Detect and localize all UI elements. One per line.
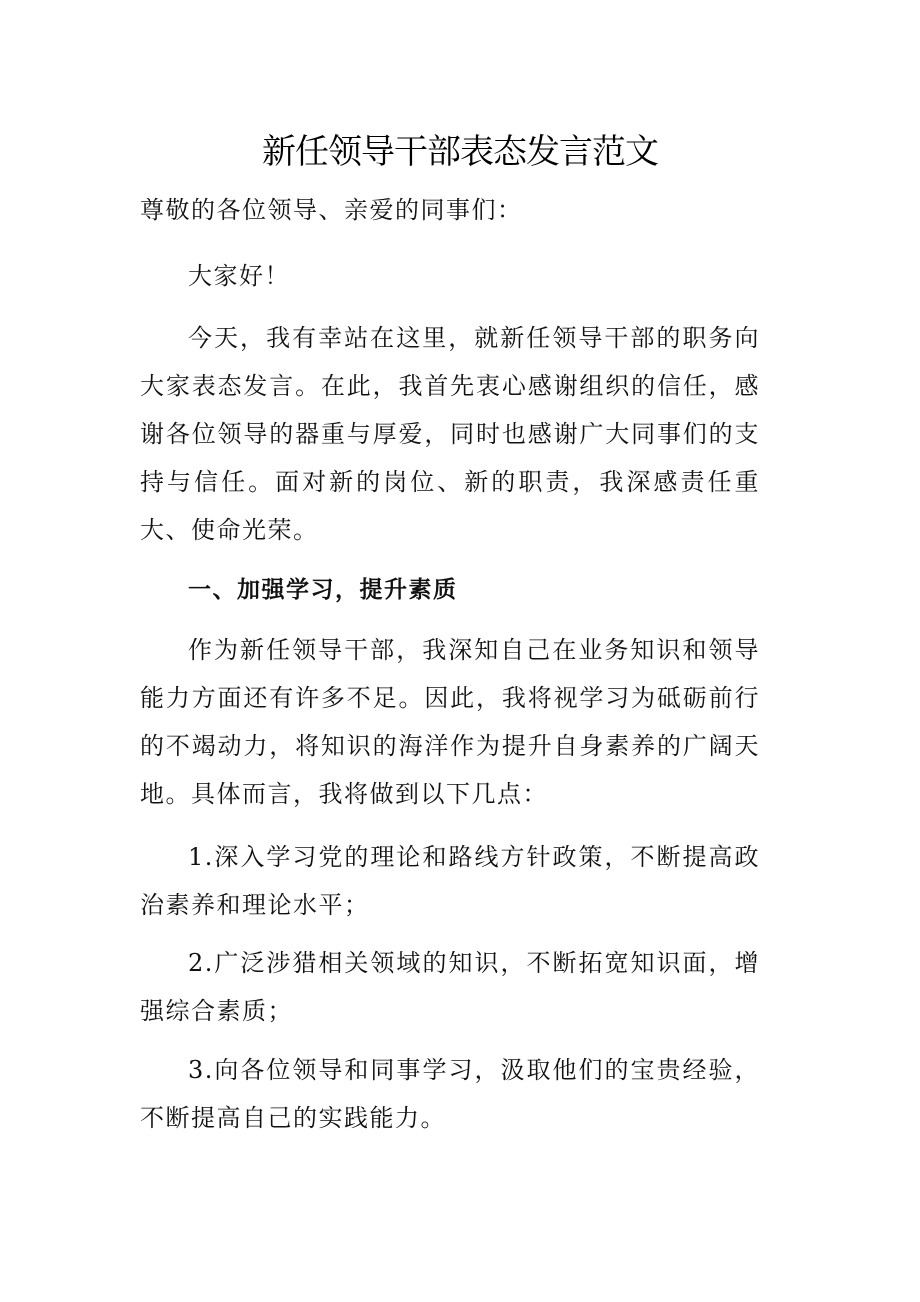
list-item: 3.向各位领导和同事学习，汲取他们的宝贵经验，不断提高自己的实践能力。 bbox=[140, 1056, 760, 1132]
list-item: 1.深入学习党的理论和路线方针政策，不断提高政治素养和理论水平； bbox=[140, 843, 760, 919]
intro-paragraph: 今天，我有幸站在这里，就新任领导干部的职务向大家表态发言。在此，我首先衷心感谢组织的信任，感谢各位领导的器重与厚爱，同时也感谢广大同事们的支持与信任。面对新的岗位、新的职责，我深感责任重大、使命光荣。 bbox=[140, 324, 760, 544]
salutation: 尊敬的各位领导、亲爱的同事们： bbox=[140, 196, 523, 224]
section-heading: 一、加强学习，提升素质 bbox=[188, 577, 458, 603]
greeting: 大家好！ bbox=[188, 262, 290, 290]
list-item: 2.广泛涉猎相关领域的知识，不断拓宽知识面，增强综合素质； bbox=[140, 949, 760, 1025]
document-title: 新任领导干部表态发言范文 bbox=[262, 132, 658, 172]
section-body-paragraph: 作为新任领导干部，我深知自己在业务知识和领导能力方面还有许多不足。因此，我将视学习为砥砺前行的不竭动力，将知识的海洋作为提升自身素养的广阔天地。具体而言，我将做到以下几点： bbox=[140, 636, 760, 808]
